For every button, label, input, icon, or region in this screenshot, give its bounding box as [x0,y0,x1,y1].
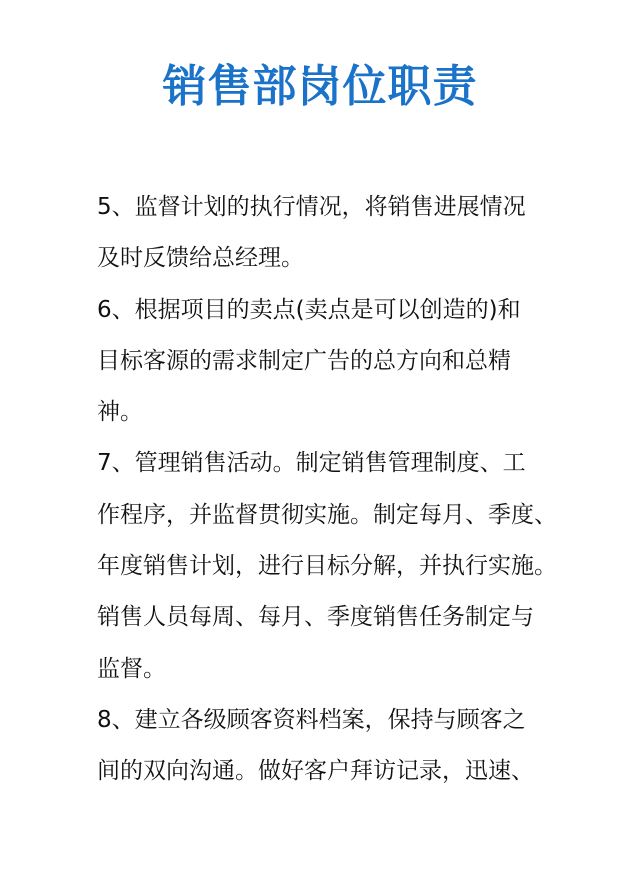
text-line: 神。 [97,399,143,426]
text-line: 监督。 [97,655,166,682]
text-line: 及时反馈给总经理。 [97,245,304,272]
text-line: 目标客源的需求制定广告的总方向和总精 [97,347,511,374]
text-line: 8、建立各级顾客资料档案，保持与顾客之 [97,706,526,733]
page-title: 销售部岗位职责 [162,61,478,112]
text-line: 作程序，并监督贯彻实施。制定每月、季度、 [97,501,557,528]
text-line: 年度销售计划，进行目标分解，并执行实施。 [97,553,557,580]
text-line: 间的双向沟通。做好客户拜访记录，迅速、 [97,758,534,785]
text-line: 5、监督计划的执行情况，将销售进展情况 [97,194,526,220]
text-line: 销售人员每周、每月、季度销售任务制定与 [97,604,534,631]
text-line: 7、管理销售活动。制定销售管理制度、工 [97,450,526,477]
text-line: 6、根据项目的卖点(卖点是可以创造的)和 [97,296,521,323]
body-text [97,182,557,798]
